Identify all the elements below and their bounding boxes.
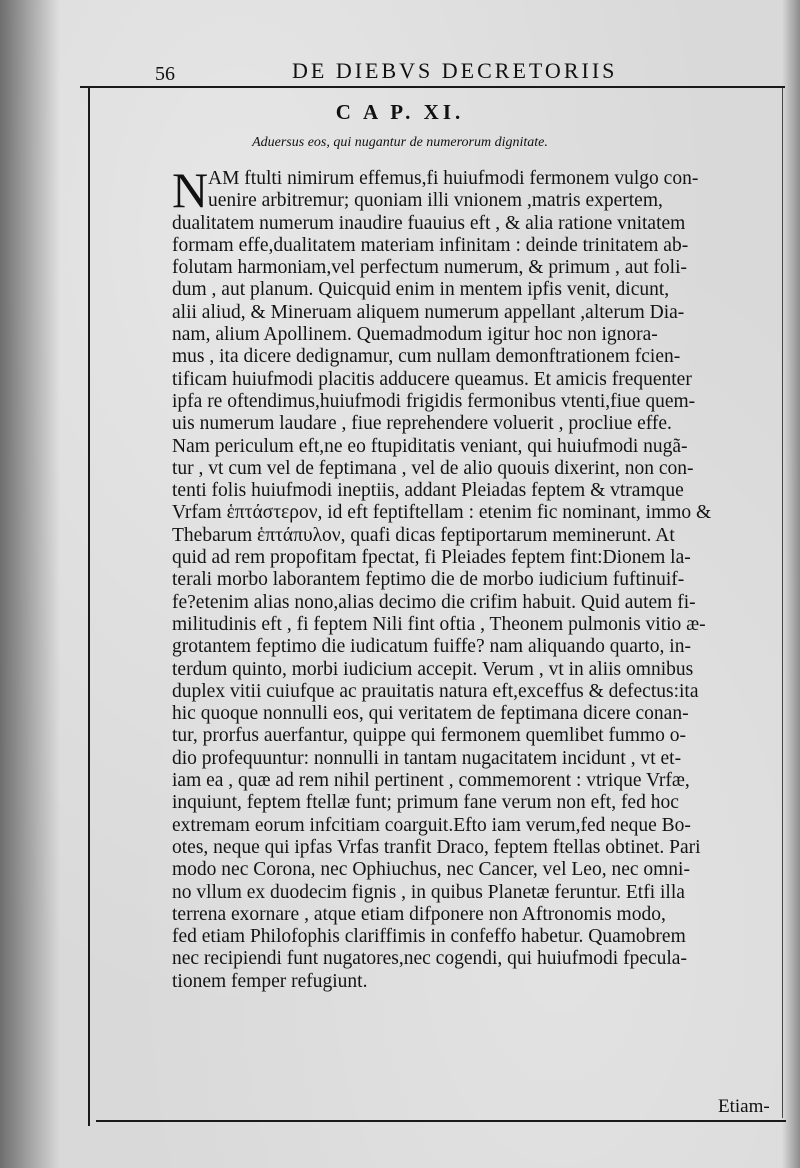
body-text xyxy=(172,162,772,993)
text-line: folutam harmoniam,vel perfectum numerum, & primum , aut foli- xyxy=(172,257,687,279)
header-rule xyxy=(80,86,785,88)
text-line: AM ftulti nimirum effemus,fi huiufmodi fermonem vulgo con- xyxy=(208,168,699,189)
text-line: inquiunt, feptem ftellæ funt; primum fane verum non eft, fed hoc xyxy=(172,792,679,814)
text-line: uis numerum laudare , fiue reprehendere voluerit , procliue effe. xyxy=(172,413,672,435)
margin-rule-right xyxy=(782,88,783,1118)
text-line: otes, neque qui ipfas Vrfas tranfit Draco, feptem ftellas obtinet. Pari xyxy=(172,836,701,858)
text-line: iam ea , quæ ad rem nihil pertinent , commemorent : vtrique Vrfæ, xyxy=(172,770,690,792)
text-line: militudinis eft , fi feptem Nili fint oftia , Theonem pulmonis vitio æ- xyxy=(172,613,706,635)
text-line: dum , aut planum. Quicquid enim in mentem ipfis venit, dicunt, xyxy=(172,279,670,301)
text-line: fe?etenim alias nono,alias decimo die crifim habuit. Quid autem fi- xyxy=(172,591,696,613)
text-line: mus , ita dicere dedignamur, cum nullam demonftrationem fcien- xyxy=(172,346,681,368)
text-line: duplex vitii cuiufque ac prauitatis natura eft,exceffus & defectus:ita xyxy=(172,680,699,702)
text-line: dualitatem numerum inaudire fuauius eft , & alia ratione vnitatem xyxy=(172,212,686,234)
page-number: 56 xyxy=(155,63,175,85)
text-line: Thebarum ἑπτάπυλον, quafi dicas feptiportarum meminerunt. At xyxy=(172,524,675,546)
running-head: DE DIEBVS DECRETORIIS xyxy=(292,58,618,83)
text-line: Vrfam ἑπτάστερον, id eft feptiftellam : etenim fic nominant, immo & xyxy=(172,502,712,524)
text-line: nec recipiendi funt nugatores,nec cogendi, qui huiufmodi fpecula- xyxy=(172,948,687,970)
text-line: tur , vt cum vel de feptimana , vel de alio quouis dixerint, non con- xyxy=(172,457,694,479)
text-line: extremam eorum infcitiam coarguit.Efto iam verum,fed neque Bo- xyxy=(172,814,691,836)
text-line: alii aliud, & Mineruam aliquem numerum appellant ,alterum Dia- xyxy=(172,301,685,323)
footer-rule xyxy=(96,1120,786,1122)
chapter-subtitle: Aduersus eos, qui nugantur de numerorum dignitate. xyxy=(252,135,548,150)
text-line: ipfa re oftendimus,huiufmodi frigidis fermonibus vtenti,fiue quem- xyxy=(172,390,696,412)
drop-cap: N xyxy=(172,162,209,218)
text-line: no vllum ex duodecim fignis , in quibus Planetæ feruntur. Etfi illa xyxy=(172,881,685,903)
chapter-title: C A P. XI. xyxy=(335,100,465,124)
text-line: terali morbo laborantem feptimo die de morbo iudicium fuftinuif- xyxy=(172,569,685,591)
page-shadow-left xyxy=(0,0,60,1168)
text-line: tenti folis huiufmodi ineptiis, addant Pleiadas feptem & vtramque xyxy=(172,480,684,502)
text-line: hic quoque nonnulli eos, qui veritatem de feptimana dicere conan- xyxy=(172,703,689,725)
text-line: quid ad rem propofitam fpectat, fi Pleiades feptem fint:Dionem la- xyxy=(172,547,691,569)
text-line: Nam periculum eft,ne eo ftupiditatis veniant, qui huiufmodi nugã- xyxy=(172,435,688,457)
text-line: fed etiam Philofophis clariffimis in confeffo habetur. Quamobrem xyxy=(172,926,686,948)
text-line: terdum quinto, morbi iudicium accepit. Verum , vt in aliis omnibus xyxy=(172,658,694,680)
text-line: modo nec Corona, nec Ophiuchus, nec Cancer, vel Leo, nec omni- xyxy=(172,859,690,881)
text-line: tionem femper refugiunt. xyxy=(172,970,368,992)
text-line: dio profequuntur: nonnulli in tantam nugacitatem incidunt , vt et- xyxy=(172,747,682,769)
text-line: grotantem feptimo die iudicatum fuiffe? nam aliquando quarto, in- xyxy=(172,636,691,658)
text-line: nam, alium Apollinem. Quemadmodum igitur hoc non ignora- xyxy=(172,324,658,346)
margin-rule-left xyxy=(88,86,90,1126)
text-line: uenire arbitremur; quoniam illi vnionem ,matris expertem, xyxy=(208,190,663,212)
text-line: terrena exornare , atque etiam difponere non Aftronomis modo, xyxy=(172,903,666,925)
text-line: tificam huiufmodi placitis adducere queamus. Et amicis frequenter xyxy=(172,368,692,390)
text-line: formam effe,dualitatem materiam infinitam : deinde trinitatem ab- xyxy=(172,234,689,256)
text-line: tur, prorfus auerfantur, quippe qui fermonem quemlibet fummo o- xyxy=(172,725,686,747)
page-shadow-right xyxy=(782,0,800,1168)
catchword: Etiam- xyxy=(718,1096,770,1117)
